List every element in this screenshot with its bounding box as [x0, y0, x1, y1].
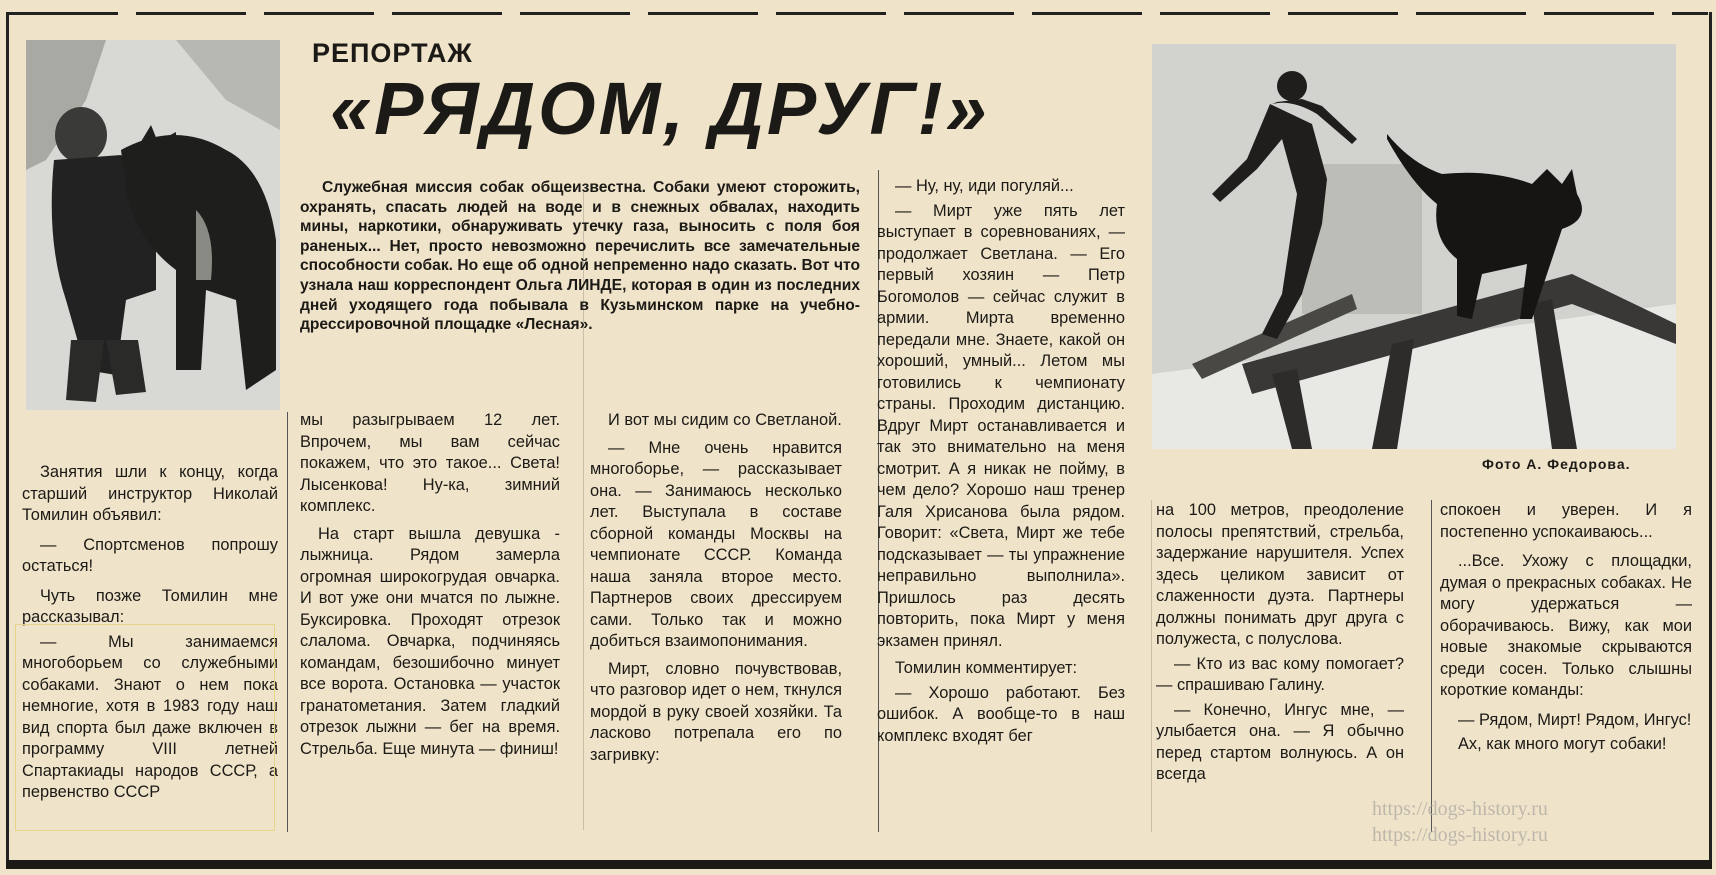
paragraph: На старт вышла девушка - лыжница. Рядом замерла огромная широкогрудая овчарка. И вот уже они мчатся по лыжне. Буксировка. Проходят отрезок слалома. Овчарка, подчиняясь командам, безошибочно минует все ворота. Остановка — участок гранатометания. Затем гладкий отрезок лыжни — бег на время. Стрельба. Еще минута — финиш! [300, 524, 560, 758]
photo-man-dog-obstacle [1152, 44, 1676, 449]
paragraph: — Ну, ну, иди погуляй... [895, 177, 1074, 195]
watermark: https://dogs-history.ru [1372, 824, 1548, 846]
photo-child-with-dog [26, 40, 280, 410]
paragraph: Томилин комментирует: [895, 659, 1078, 677]
paragraph: спокоен и уверен. И я постепенно успокаиваюсь... [1440, 501, 1692, 541]
paragraph: — Кто из вас кому помогает? — спрашиваю Галину. [1156, 654, 1404, 694]
photo-child-with-dog-image [26, 40, 280, 410]
paragraph: Чуть позже Томилин мне рассказывал: [22, 586, 278, 626]
lead-paragraph: Служебная миссия собак общеизвестна. Собаки умеют сторожить, охранять, спасать людей на воде и в снежных обвалах, находить мины, наркотики, обнаруживать утечку газа, выносить с поля боя раненых... Нет, просто невозможно перечислить все замечательные способности собак. Но еще об одной непременно надо сказать. Вот что узнала наш корреспондент Ольга ЛИНДЕ, которая в один из последних дней уходящего года побывала в Кузьминском парке на учебно-дрессировочной площадке «Лесная». [300, 179, 860, 334]
paragraph: — Мирт уже пять лет выступает в соревнованиях, — продолжает Светлана. — Его первый хозяин — Петр Богомолов — сейчас служит в армии. Мирта временно передали мне. Знаете, какой он хороший, умный... Летом мы готовились к чемпионату страны. Проходим дистанцию. Вдруг Мирт останавливается и так это внимательно на меня смотрит. А я никак не пойму, в чем дело? Хорошо наш тренер Галя Хрисанова была рядом. Говорит: «Света, Мирт же тебе подсказывает — ты упражнение неправильно выполнила». Пришлось раз десять повторить, пока Мирт у меня экзамен принял. [877, 201, 1125, 650]
column-rule [1151, 500, 1152, 832]
article-column-4 [877, 176, 1125, 750]
paragraph: ...Все. Ухожу с площадки, думая о прекрасных собаках. Не могу удержаться — оборачиваюсь. Вижу, как мои новые знакомые скрываются среди сосен. Только слышны короткие команды: [1440, 552, 1692, 699]
watermark: https://dogs-history.ru [1372, 798, 1548, 820]
photo-credit: Фото А. Федорова. [1482, 456, 1631, 472]
right-rule [1709, 12, 1712, 867]
column-rule [287, 412, 288, 832]
highlight-frame [15, 624, 275, 831]
left-rule [6, 12, 9, 867]
paragraph: на 100 метров, преодоление полосы препятствий, стрельба, задержание нарушителя. Успех здесь целиком зависит от слаженности дуэта. Партнеры должны понимать друг друга с полужеста, с полуслова. [1156, 501, 1404, 648]
paragraph: Ах, как много могут собаки! [1458, 735, 1667, 753]
headline: «РЯДОМ, ДРУГ!» [330, 67, 990, 150]
article-column-2 [300, 410, 560, 763]
paragraph: — Хорошо работают. Без ошибок. А вообще-то в наш комплекс входят бег [877, 683, 1125, 745]
paragraph: Мирт, словно почувствовав, что разговор идет о нем, ткнулся мордой в руку своей хозяйки. Та ласково потрепала его по загривку: [590, 659, 842, 764]
column-rule [1431, 500, 1432, 832]
article-column-6 [1440, 500, 1692, 759]
bottom-rule [6, 860, 1712, 869]
paragraph: — Спортсменов попрошу остаться! [22, 535, 278, 575]
paragraph: И вот мы сидим со Светланой. [608, 411, 842, 429]
top-dashed-rule [8, 12, 1708, 15]
paragraph: — Мы занимаемся многоборьем со служебными собаками. Знают о нем пока немногие, хотя в 1983 году наш вид спорта был даже включен в программу VIII летней Спартакиады народов СССР, а первенство СССР [22, 632, 278, 801]
photo-man-dog-obstacle-image [1152, 44, 1676, 449]
article-column-5 [1156, 500, 1404, 789]
paragraph: Занятия шли к концу, когда старший инструктор Николай Томилин объявил: [22, 463, 278, 524]
paragraph: мы разыгрываем 12 лет. Впрочем, мы вам сейчас покажем, что это такое... Света! Лысенкова! Ну-ка, зимний комплекс. [300, 411, 560, 515]
paragraph: — Конечно, Ингус мне, — улыбается она. — Я обычно перед стартом волнуюсь. А он всегда [1156, 700, 1404, 783]
section-kicker: РЕПОРТАЖ [312, 38, 473, 68]
article-column-3 [590, 410, 842, 769]
paragraph: — Мне очень нравится многоборье, — рассказывает она. — Занимаюсь несколько лет. Выступала в составе сборной команды Москвы на чемпионате СССР. Команда наша заняла второе место. Партнеров своих дрессируем сами. Только так и можно добиться взаимопонимания. [590, 438, 842, 650]
paragraph: — Рядом, Мирт! Рядом, Ингус! [1458, 710, 1692, 729]
